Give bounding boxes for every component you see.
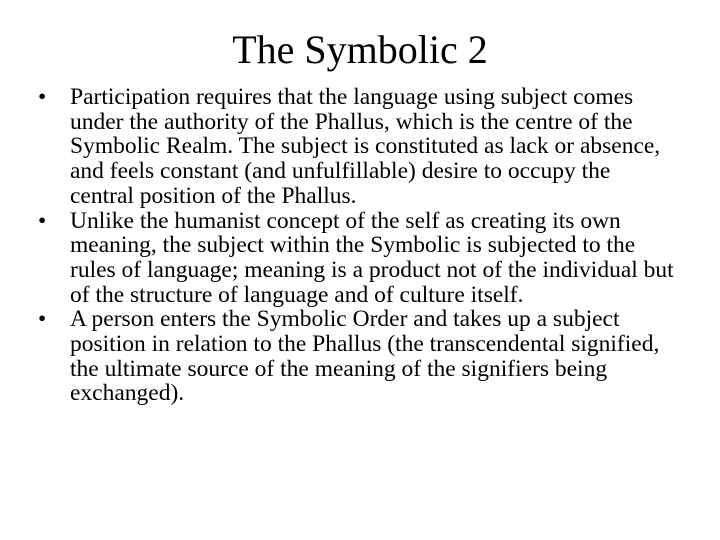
slide-title: The Symbolic 2 xyxy=(232,27,488,72)
bullet-text: Participation requires that the language using subject comes under the authority of the Phallus, which is the centre of the Symbolic Realm. The subject is constituted as lack or absence, and feels constant (and unfulfillable) desire to occupy the central position of the Phallus. xyxy=(70,84,661,209)
bullet-text: A person enters the Symbolic Order and takes up a subject position in relation to the Phallus (the transcendental signified, the ultimate source of the meaning of the signifiers being exchanged). xyxy=(70,306,660,407)
bullet-text: Unlike the humanist concept of the self as creating its own meaning, the subject within the Symbolic is subjected to the rules of language; meaning is a product not of the individual but of the structure of language and of culture itself. xyxy=(70,207,674,308)
bullet-item-participation xyxy=(38,85,678,209)
bullet-list xyxy=(38,85,678,406)
bullet-item-humanist-concept xyxy=(38,209,678,308)
bullet-marker: • xyxy=(38,306,47,333)
bullet-marker: • xyxy=(38,84,47,110)
bullet-marker: • xyxy=(38,207,47,234)
bullet-item-symbolic-order xyxy=(38,307,678,406)
